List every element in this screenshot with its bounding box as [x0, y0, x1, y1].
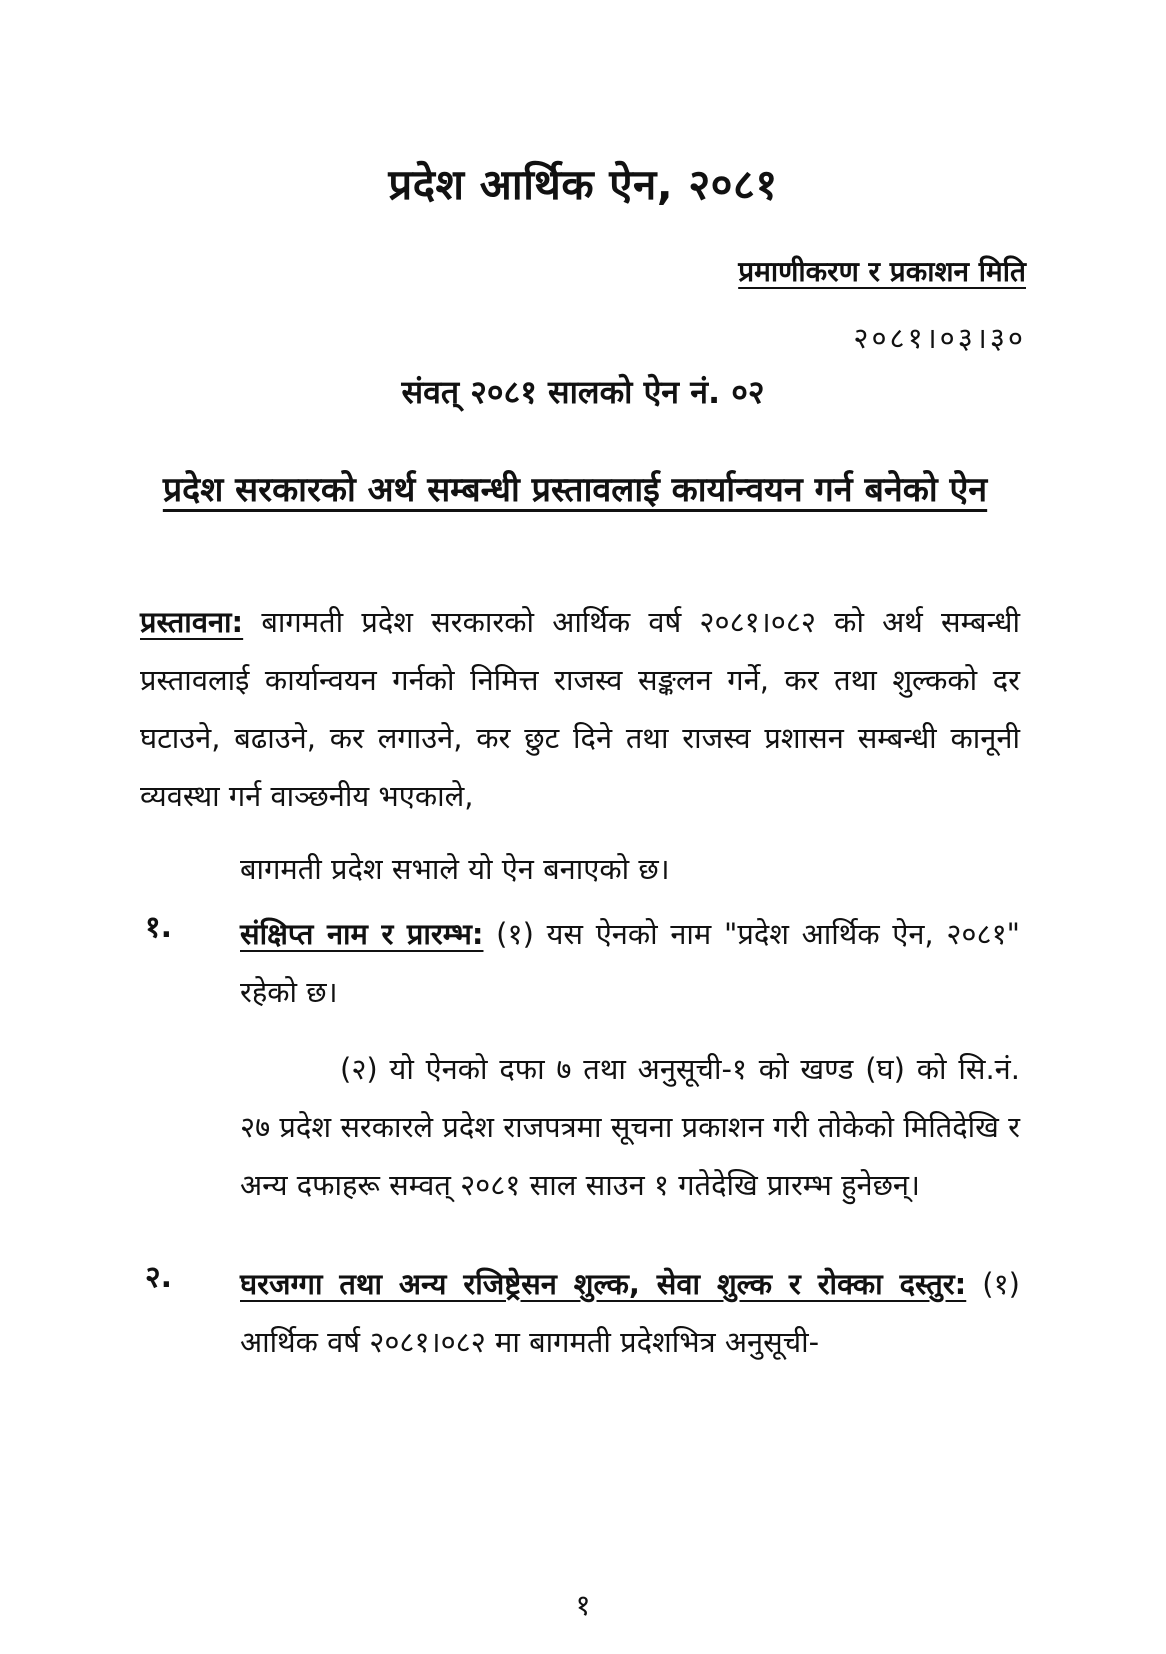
section-1-paragraph	[240, 905, 1020, 1021]
authentication-date: २०८१।०३।३०	[853, 321, 1026, 355]
preamble-text: बागमती प्रदेश सरकारको आर्थिक वर्ष २०८१।०८२ को अर्थ सम्बन्धी प्रस्तावलाई कार्यान्वयन गर्नको निमित्त राजस्व सङ्कलन गर्ने, कर तथा शुल्कको दर घटाउने, बढाउने, कर लगाउने, कर छुट दिने तथा राजस्व प्रशासन सम्बन्धी कानूनी व्यवस्था गर्न वाञ्छनीय भएकाले,	[140, 605, 1020, 813]
act-title: प्रदेश आर्थिक ऐन, २०८१	[388, 160, 778, 209]
preamble-lead: प्रस्तावना:	[140, 605, 244, 639]
act-number: संवत् २०८१ सालको ऐन नं. ०२	[401, 373, 765, 411]
enactment-clause: बागमती प्रदेश सभाले यो ऐन बनाएको छ।	[240, 852, 670, 886]
section-2-paragraph	[240, 1255, 1020, 1371]
section-2-number: २.	[145, 1260, 172, 1295]
preamble-paragraph	[140, 593, 1020, 825]
section-2-heading: घरजग्गा तथा अन्य रजिष्ट्रेसन शुल्क, सेवा शुल्क र रोक्का दस्तुर:	[240, 1267, 967, 1301]
section-2-text: (१) आर्थिक वर्ष २०८१।०८२ मा बागमती प्रदेशभित्र अनुसूची-	[240, 1267, 1020, 1359]
section-1-number: १.	[145, 910, 172, 945]
section-1-subsection-2: (२) यो ऐनको दफा ७ तथा अनुसूची-१ को खण्ड (घ) को सि.नं. २७ प्रदेश सरकारले प्रदेश राजपत्रमा सूचना प्रकाशन गरी तोकेको मितिदेखि र अन्य दफाहरू सम्वत् २०८१ साल साउन १ गतेदेखि प्रारम्भ हुनेछन्।	[240, 1052, 1020, 1202]
authentication-label: प्रमाणीकरण र प्रकाशन मिति	[738, 255, 1026, 288]
section-1-text: (१) यस ऐनको नाम "प्रदेश आर्थिक ऐन, २०८१" रहेको छ।	[240, 917, 1020, 1009]
act-subtitle: प्रदेश सरकारको अर्थ सम्बन्धी प्रस्तावलाई कार्यान्वयन गर्न बनेको ऐन	[162, 470, 988, 510]
page-number: १	[575, 1588, 591, 1622]
section-1-heading: संक्षिप्त नाम र प्रारम्भ:	[240, 917, 484, 951]
